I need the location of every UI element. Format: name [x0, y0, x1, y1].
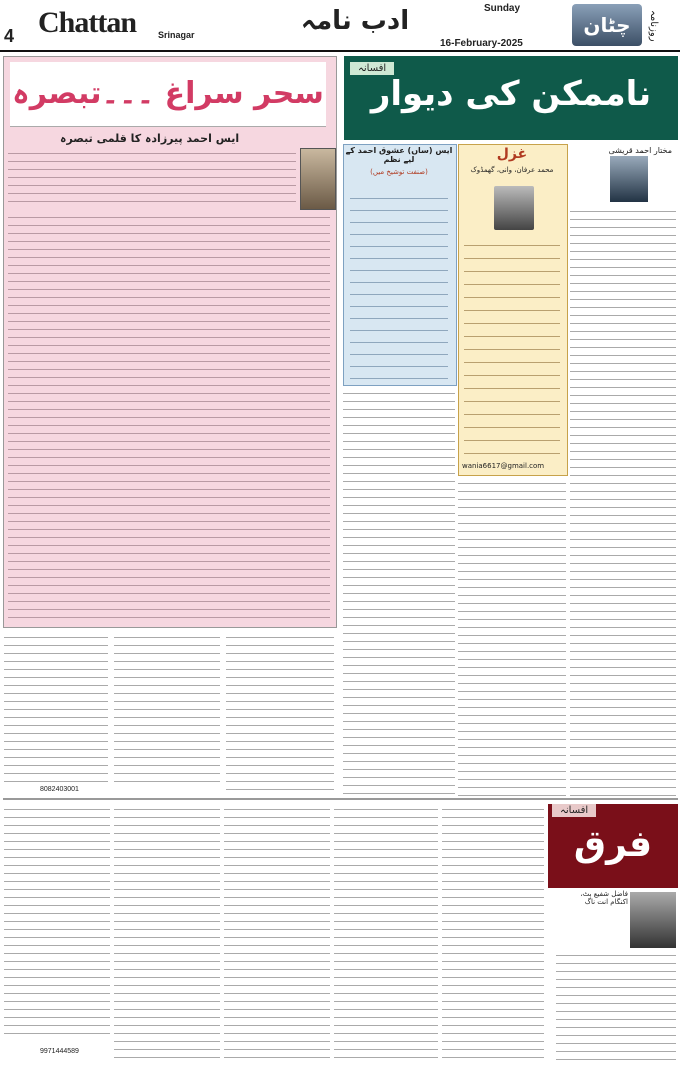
review-col-2 [114, 632, 220, 782]
ghazal-lines [464, 236, 560, 456]
city-label: Srinagar [158, 30, 195, 40]
story2-author-photo [630, 892, 676, 948]
review-col-1 [4, 632, 108, 782]
story1-tag: افسانہ [350, 62, 394, 75]
story2-col-1 [556, 950, 676, 1062]
poem-subheading: (صنفت توشیخ میں) [370, 168, 428, 176]
section-title: ادب نامہ [300, 6, 410, 36]
review-phone: 8082403001 [40, 786, 79, 793]
review-body [8, 148, 296, 208]
story1-phone: 9971444589 [40, 1048, 79, 1055]
reviewer-photo [300, 148, 336, 210]
story2-col-6 [4, 804, 110, 1040]
issue-day: Sunday [483, 3, 521, 14]
story2-author: فاضل شفیع بٹ، اکنگام انت ناگ [580, 890, 628, 906]
story2-col-3 [334, 804, 438, 1062]
issue-date: 16-February-2025 [440, 38, 523, 49]
section-divider [3, 798, 678, 800]
paper-logo: چٹان [572, 4, 642, 46]
review-byline: ایس احمد پیرزادہ کا قلمی تبصرہ [60, 132, 240, 145]
story1-title: ناممکن کی دیوار [370, 74, 652, 114]
story1-col-3 [343, 388, 455, 796]
ghazal-heading: غزل [496, 146, 528, 162]
story1-col-1 [570, 206, 676, 796]
story2-col-2 [442, 804, 544, 1062]
review-body-cont [8, 212, 330, 622]
story1-author-photo [610, 156, 648, 202]
review-title: سحر سراغ ۔۔۔تبصرہ [10, 62, 326, 127]
story2-col-5 [114, 804, 220, 1062]
ghazal-author-photo [494, 186, 534, 230]
ghazal-email: wania6617@gmail.com [462, 462, 545, 470]
poem-heading: ایس (ساں) عشوق احمد کے لیے نظم [345, 146, 453, 164]
paper-name: Chattan [38, 6, 137, 39]
story2-title: فرق [573, 824, 653, 865]
poem-lines [350, 190, 448, 380]
page-number: 4 [4, 26, 15, 46]
story2-col-4 [224, 804, 330, 1062]
story2-tag: افسانہ [552, 804, 596, 817]
story1-col-2 [458, 478, 566, 796]
review-col-3 [226, 632, 334, 792]
story1-author: مختار احمد قریشی [608, 146, 672, 155]
roznama-label: روزنامہ [648, 10, 659, 42]
ghazal-author: محمد عرفان، وانی، گھمڈوک [470, 166, 554, 174]
